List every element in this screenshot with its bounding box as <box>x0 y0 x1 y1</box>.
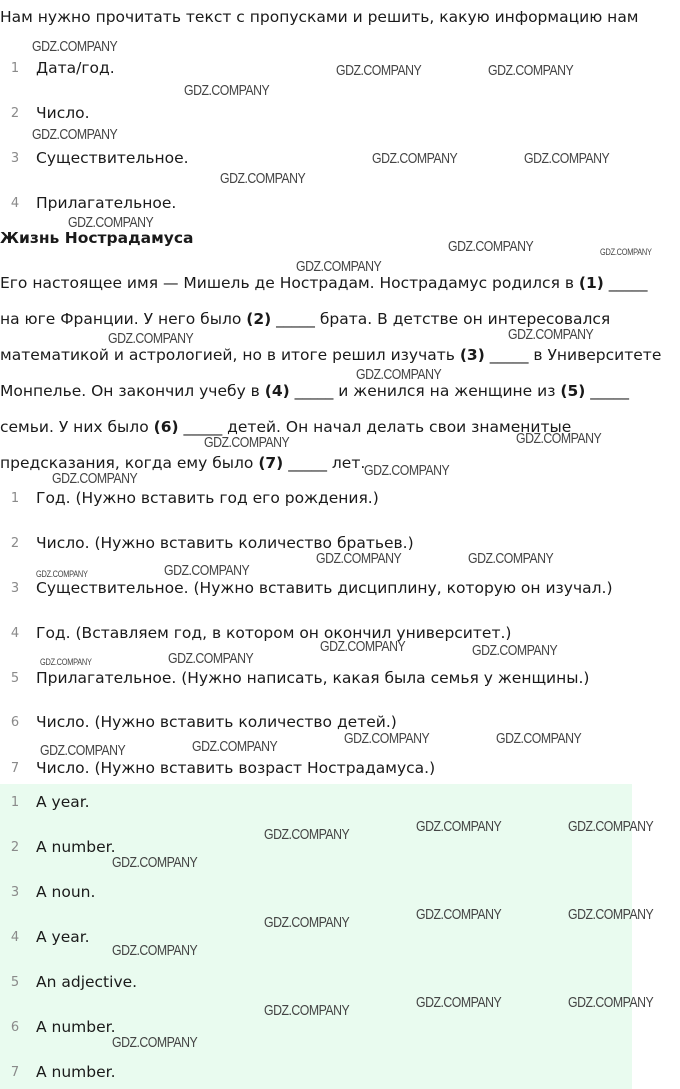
watermark: GDZ.COMPANY <box>508 326 594 343</box>
list-item-number: 3 <box>10 151 20 166</box>
list-item: Число. (Нужно вставить количество детей.) <box>36 713 397 731</box>
watermark: GDZ.COMPANY <box>40 657 92 667</box>
list-item-number: 6 <box>10 715 20 730</box>
list-item: Число. <box>36 104 90 122</box>
list-item-number: 3 <box>10 885 20 900</box>
list-item-number: 5 <box>10 671 20 686</box>
paragraph-line: семьи. У них было (6) _____ детей. Он начал делать свои знаменитые <box>0 418 572 436</box>
paragraph-line: Монпелье. Он закончил учебу в (4) _____ и женился на женщине из (5) _____ <box>0 382 630 400</box>
watermark: GDZ.COMPANY <box>372 150 458 167</box>
list-item: Число. (Нужно вставить количество братьев.) <box>36 534 414 552</box>
list-item-number: 2 <box>10 840 20 855</box>
list-item-number: 6 <box>10 1020 20 1035</box>
watermark: GDZ.COMPANY <box>364 462 450 479</box>
list-item: Существительное. <box>36 149 189 167</box>
list-item-number: 3 <box>10 581 20 596</box>
watermark: GDZ.COMPANY <box>40 742 126 759</box>
list-item: Год. (Вставляем год, в котором он окончил университет.) <box>36 624 512 642</box>
watermark: GDZ.COMPANY <box>416 994 502 1011</box>
list-item: Прилагательное. (Нужно написать, какая была семья у женщины.) <box>36 669 590 687</box>
list-item-number: 4 <box>10 626 20 641</box>
list-item-number: 1 <box>10 491 20 506</box>
list-item-number: 4 <box>10 930 20 945</box>
watermark: GDZ.COMPANY <box>112 854 198 871</box>
watermark: GDZ.COMPANY <box>600 247 652 257</box>
list-item: Дата/год. <box>36 59 115 77</box>
watermark: GDZ.COMPANY <box>496 730 582 747</box>
watermark: GDZ.COMPANY <box>220 170 306 187</box>
watermark: GDZ.COMPANY <box>356 366 442 383</box>
watermark: GDZ.COMPANY <box>316 550 402 567</box>
watermark: GDZ.COMPANY <box>568 906 654 923</box>
list-item: A noun. <box>36 883 96 901</box>
list-item-number: 5 <box>10 975 20 990</box>
section-heading: Жизнь Нострадамуса <box>0 229 194 247</box>
watermark: GDZ.COMPANY <box>184 82 270 99</box>
watermark: GDZ.COMPANY <box>416 906 502 923</box>
watermark: GDZ.COMPANY <box>336 62 422 79</box>
watermark: GDZ.COMPANY <box>344 730 430 747</box>
watermark: GDZ.COMPANY <box>36 569 88 579</box>
paragraph-line: Его настоящее имя — Мишель де Нострадам. Нострадамус родился в (1) _____ <box>0 274 648 292</box>
watermark: GDZ.COMPANY <box>32 38 118 55</box>
paragraph-line: математикой и астрологией, но в итоге решил изучать (3) _____ в Университете <box>0 346 662 364</box>
watermark: GDZ.COMPANY <box>568 818 654 835</box>
watermark: GDZ.COMPANY <box>68 214 154 231</box>
watermark: GDZ.COMPANY <box>32 126 118 143</box>
watermark: GDZ.COMPANY <box>192 738 278 755</box>
watermark: GDZ.COMPANY <box>516 430 602 447</box>
watermark: GDZ.COMPANY <box>524 150 610 167</box>
watermark: GDZ.COMPANY <box>112 942 198 959</box>
watermark: GDZ.COMPANY <box>204 434 290 451</box>
watermark: GDZ.COMPANY <box>472 642 558 659</box>
watermark: GDZ.COMPANY <box>168 650 254 667</box>
list-item-number: 1 <box>10 61 20 76</box>
watermark: GDZ.COMPANY <box>448 238 534 255</box>
list-item: A number. <box>36 1063 116 1081</box>
intro-text: Нам нужно прочитать текст с пропусками и решить, какую информацию нам <box>0 8 639 26</box>
list-item: Прилагательное. <box>36 194 177 212</box>
watermark: GDZ.COMPANY <box>568 994 654 1011</box>
watermark: GDZ.COMPANY <box>468 550 554 567</box>
list-item-number: 7 <box>10 1065 20 1080</box>
paragraph-line: предсказания, когда ему было (7) _____ лет. <box>0 454 366 472</box>
list-item-number: 4 <box>10 196 20 211</box>
watermark: GDZ.COMPANY <box>296 258 382 275</box>
list-item-number: 2 <box>10 106 20 121</box>
list-item: A year. <box>36 793 90 811</box>
watermark: GDZ.COMPANY <box>416 818 502 835</box>
watermark: GDZ.COMPANY <box>488 62 574 79</box>
watermark: GDZ.COMPANY <box>52 470 138 487</box>
paragraph-line: на юге Франции. У него было (2) _____ брата. В детстве он интересовался <box>0 310 611 328</box>
watermark: GDZ.COMPANY <box>108 330 194 347</box>
watermark: GDZ.COMPANY <box>264 914 350 931</box>
list-item: A number. <box>36 838 116 856</box>
watermark: GDZ.COMPANY <box>264 1002 350 1019</box>
list-item-number: 2 <box>10 536 20 551</box>
list-item: Год. (Нужно вставить год его рождения.) <box>36 489 379 507</box>
watermark: GDZ.COMPANY <box>164 562 250 579</box>
answer-highlight-block <box>0 784 632 1089</box>
watermark: GDZ.COMPANY <box>264 826 350 843</box>
list-item: Число. (Нужно вставить возраст Нострадамуса.) <box>36 759 436 777</box>
watermark: GDZ.COMPANY <box>320 638 406 655</box>
list-item-number: 7 <box>10 761 20 776</box>
list-item: A year. <box>36 928 90 946</box>
list-item: An adjective. <box>36 973 138 991</box>
list-item: Существительное. (Нужно вставить дисциплину, которую он изучал.) <box>36 579 613 597</box>
list-item-number: 1 <box>10 795 20 810</box>
watermark: GDZ.COMPANY <box>112 1034 198 1051</box>
list-item: A number. <box>36 1018 116 1036</box>
